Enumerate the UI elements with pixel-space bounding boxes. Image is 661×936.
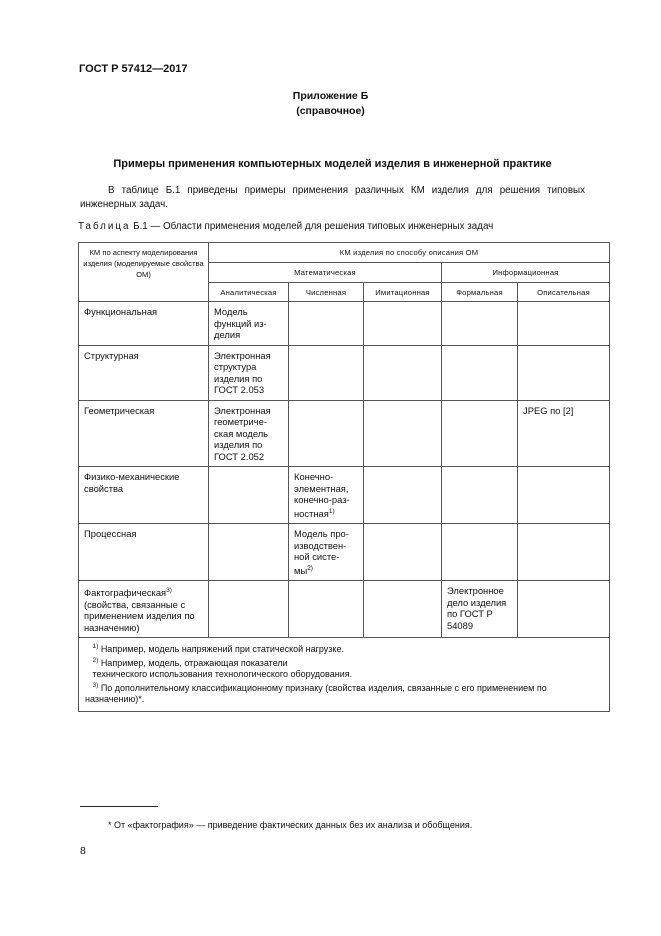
col-header: Формальная — [442, 283, 518, 302]
table-cell: Электронная структура изделия по ГОСТ 2.053 — [209, 345, 289, 400]
table-cell — [289, 302, 364, 346]
table-cell: Электронная геометриче-ская модель изделия по ГОСТ 2.052 — [209, 400, 289, 467]
table-cell — [364, 400, 442, 467]
row-label: Геометрическая — [79, 400, 209, 467]
document-header: ГОСТ Р 57412—2017 — [79, 63, 188, 75]
table-cell — [518, 581, 610, 638]
table-cell — [518, 345, 610, 400]
col-header: Численная — [289, 283, 364, 302]
col-header: Имитационная — [364, 283, 442, 302]
table-caption-text: Б.1 — Области применения моделей для решения типовых инженерных задач — [130, 221, 494, 232]
table-cell — [518, 467, 610, 524]
table-note: $^{3)}$ По дополнительному классификационному признаку (свойства изделия, связанные с его применением по назначению)*. — [85, 682, 547, 705]
col-header: Описательная — [518, 283, 610, 302]
row-label-header: КМ по аспекту моделирования изделия (моделируемые свойства ОМ) — [79, 243, 209, 302]
table-cell — [209, 524, 289, 581]
row-label: Функциональная — [79, 302, 209, 346]
table-cell — [289, 400, 364, 467]
table-note: технического использования технологического оборудования. — [92, 669, 353, 680]
table-note: $^{2)}$ Например, модель, отражающая показатели — [92, 657, 288, 669]
annex-heading — [0, 89, 661, 119]
table-cell: Модель функций из-делия — [209, 302, 289, 346]
table-cell — [442, 467, 518, 524]
table-cell — [364, 467, 442, 524]
table-cell — [289, 467, 364, 524]
intro-paragraph: В таблице Б.1 приведены примеры применения различных КМ изделия для решения типовых инженерных задач. — [80, 185, 585, 210]
note-ref: 1) — [328, 507, 335, 515]
col-header: Аналитическая — [209, 283, 289, 302]
table-cell — [442, 400, 518, 467]
applications-table — [78, 242, 610, 712]
table-row — [79, 581, 610, 638]
table-cell — [518, 524, 610, 581]
table-cell — [364, 581, 442, 638]
row-label: Структурная — [79, 345, 209, 400]
cell-text: Конечно-элементная, конечно-раз-ностная — [294, 471, 350, 519]
table-row — [79, 467, 610, 524]
row-label: Процессная — [79, 524, 209, 581]
row-label — [79, 581, 209, 638]
table-cell: JPEG по [2] — [518, 400, 610, 467]
annex-subtitle: (справочное) — [296, 105, 365, 117]
group-header: КМ изделия по способу описания ОМ — [209, 243, 610, 263]
table-cell — [442, 302, 518, 346]
table-cell — [209, 467, 289, 524]
table-cell — [289, 345, 364, 400]
footnote: * От «фактография» — приведение фактических данных без их анализа и обобщения. — [108, 820, 473, 830]
row-label-text: Фактографическая — [84, 587, 167, 599]
table-cell — [364, 345, 442, 400]
table-cell — [364, 524, 442, 581]
table-cell — [364, 302, 442, 346]
table-row — [79, 302, 610, 346]
table-cell — [289, 524, 364, 581]
table-row — [79, 524, 610, 581]
math-header: Математическая — [209, 263, 442, 283]
page-number: 8 — [80, 845, 86, 857]
table-notes-row — [79, 638, 610, 712]
table-note: $^{1)}$ Например, модель напряжений при статической нагрузке. — [92, 643, 344, 655]
table-cell — [518, 302, 610, 346]
section-title: Примеры применения компьютерных моделей изделия в инженерной практике — [113, 158, 552, 170]
table-caption-prefix: Таблица — [78, 221, 131, 232]
table-caption — [78, 221, 493, 232]
note-ref: 3) — [166, 587, 172, 595]
table-header-row-1 — [79, 243, 610, 263]
row-label: Физико-механические свойства — [79, 467, 209, 524]
info-header: Информационная — [442, 263, 610, 283]
row-label-detail: (свойства, связанные с применением изделия по назначению) — [84, 598, 195, 633]
note-ref: 2) — [307, 564, 313, 572]
table-cell — [289, 581, 364, 638]
table-row — [79, 345, 610, 400]
table-cell — [442, 524, 518, 581]
table-cell — [442, 345, 518, 400]
table-cell — [209, 581, 289, 638]
table-row — [79, 400, 610, 467]
table-cell: Электронное дело изделия по ГОСТ Р 54089 — [442, 581, 518, 638]
annex-title: Приложение Б — [292, 90, 369, 102]
cell-text: Модель про-изводствен-ной систе-мы — [294, 528, 349, 576]
table-notes — [79, 638, 610, 712]
footnote-divider — [80, 806, 158, 807]
